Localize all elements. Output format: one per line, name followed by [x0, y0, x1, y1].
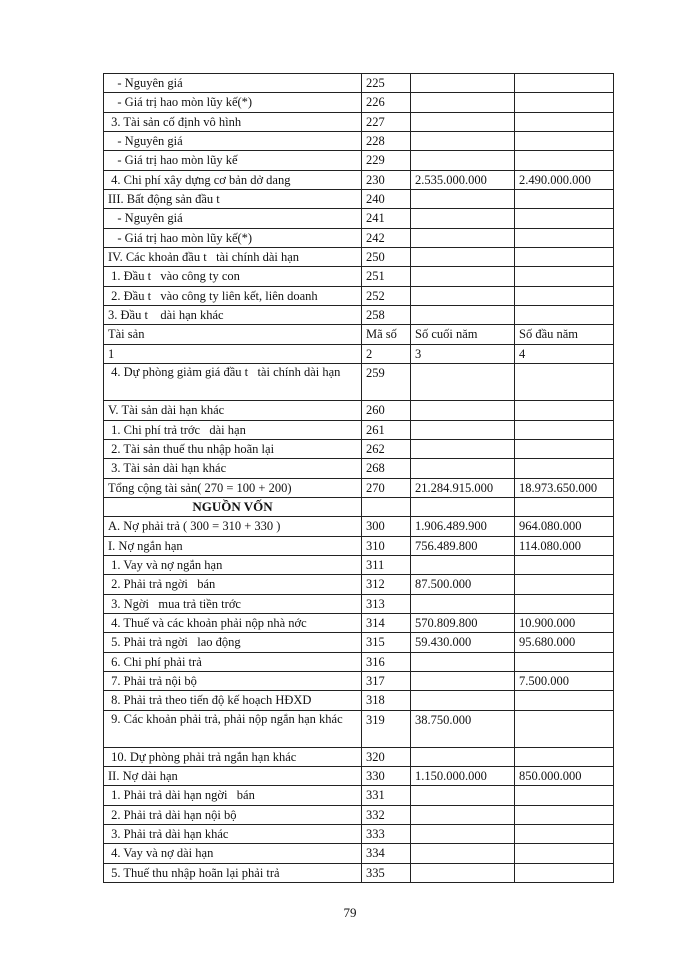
table-cell: II. Nợ dài hạn	[104, 767, 362, 786]
table-cell: 114.080.000	[515, 536, 614, 555]
table-cell: 21.284.915.000	[411, 478, 515, 497]
table-cell: 4	[515, 344, 614, 363]
table-cell: 1.906.489.900	[411, 517, 515, 536]
table-cell: 10. Dự phòng phải trả ngắn hạn khác	[104, 747, 362, 766]
table-row	[104, 767, 614, 786]
table-row	[104, 536, 614, 555]
table-cell	[515, 267, 614, 286]
table-cell: 250	[362, 248, 411, 267]
table-cell	[515, 863, 614, 882]
table-cell: 18.973.650.000	[515, 478, 614, 497]
table-cell: 87.500.000	[411, 575, 515, 594]
table-cell: 1. Đầu t vào công ty con	[104, 267, 362, 286]
table-cell	[515, 286, 614, 305]
page-number: 79	[343, 905, 357, 920]
table-cell: 4. Dự phòng giảm giá đầu t tài chính dài hạn	[104, 364, 362, 401]
table-row	[104, 747, 614, 766]
table-row	[104, 805, 614, 824]
table-cell	[515, 439, 614, 458]
table-cell: - Giá trị hao mòn lũy kế(*)	[104, 228, 362, 247]
table-cell: I. Nợ ngắn hạn	[104, 536, 362, 555]
table-cell: 312	[362, 575, 411, 594]
table-cell: 3. Đầu t dài hạn khác	[104, 306, 362, 325]
table-cell: Mã số	[362, 325, 411, 344]
table-cell: 315	[362, 633, 411, 652]
table-cell: 95.680.000	[515, 633, 614, 652]
table-row	[104, 228, 614, 247]
table-cell: 2.535.000.000	[411, 170, 515, 189]
table-cell	[515, 747, 614, 766]
table-cell: 38.750.000	[411, 710, 515, 747]
table-cell: 228	[362, 132, 411, 151]
table-cell: 258	[362, 306, 411, 325]
table-cell	[515, 420, 614, 439]
table-cell	[515, 151, 614, 170]
table-cell	[515, 497, 614, 516]
table-cell: 1	[104, 344, 362, 363]
table-cell: 314	[362, 613, 411, 632]
table-cell: 4. Thuế và các khoản phải nộp nhà nớc	[104, 613, 362, 632]
table-cell: 1. Chi phí trả trớc dài hạn	[104, 420, 362, 439]
table-cell	[411, 151, 515, 170]
table-cell	[411, 805, 515, 824]
table-cell	[411, 691, 515, 710]
table-cell	[411, 228, 515, 247]
table-row	[104, 633, 614, 652]
table-cell: 334	[362, 844, 411, 863]
table-cell	[515, 401, 614, 420]
table-cell: 333	[362, 825, 411, 844]
table-cell: 3	[411, 344, 515, 363]
table-cell: 1. Vay và nợ ngắn hạn	[104, 555, 362, 574]
table-cell	[411, 671, 515, 690]
table-row	[104, 517, 614, 536]
table-cell	[515, 112, 614, 131]
table-cell: 259	[362, 364, 411, 401]
table-cell: 330	[362, 767, 411, 786]
table-cell: 2. Phải trả ngời bán	[104, 575, 362, 594]
table-row	[104, 691, 614, 710]
table-cell	[515, 805, 614, 824]
table-cell	[515, 691, 614, 710]
table-cell: Tổng cộng tài sản( 270 = 100 + 200)	[104, 478, 362, 497]
table-row	[104, 190, 614, 209]
table-row	[104, 671, 614, 690]
table-cell: 7. Phải trả nội bộ	[104, 671, 362, 690]
table-cell: 1.150.000.000	[411, 767, 515, 786]
table-cell: 4. Chi phí xây dựng cơ bản dở dang	[104, 170, 362, 189]
table-cell: Số đầu năm	[515, 325, 614, 344]
table-cell	[411, 652, 515, 671]
table-cell: 227	[362, 112, 411, 131]
table-cell	[411, 825, 515, 844]
table-row	[104, 478, 614, 497]
table-cell: 335	[362, 863, 411, 882]
table-cell: 310	[362, 536, 411, 555]
table-cell: 319	[362, 710, 411, 747]
table-row	[104, 267, 614, 286]
table-cell	[411, 190, 515, 209]
table-cell: 964.080.000	[515, 517, 614, 536]
table-row	[104, 575, 614, 594]
table-cell	[515, 132, 614, 151]
table-cell	[515, 844, 614, 863]
table-body	[104, 74, 614, 883]
table-cell: 10.900.000	[515, 613, 614, 632]
table-cell: V. Tài sản dài hạn khác	[104, 401, 362, 420]
table-row	[104, 93, 614, 112]
table-cell: Số cuối năm	[411, 325, 515, 344]
table-cell	[411, 420, 515, 439]
table-row	[104, 652, 614, 671]
table-cell	[411, 286, 515, 305]
table-cell	[411, 401, 515, 420]
table-cell: 3. Tài sản dài hạn khác	[104, 459, 362, 478]
table-cell: 2. Đầu t vào công ty liên kết, liên doanh	[104, 286, 362, 305]
table-row	[104, 364, 614, 401]
table-row	[104, 401, 614, 420]
table-cell	[411, 267, 515, 286]
table-cell: 570.809.800	[411, 613, 515, 632]
table-cell	[411, 555, 515, 574]
table-cell: 756.489.800	[411, 536, 515, 555]
table-cell: 5. Phải trả ngời lao động	[104, 633, 362, 652]
table-cell: 252	[362, 286, 411, 305]
table-cell: 317	[362, 671, 411, 690]
table-cell	[515, 209, 614, 228]
table-cell	[515, 248, 614, 267]
table-cell: 1. Phải trả dài hạn ngời bán	[104, 786, 362, 805]
table-row	[104, 594, 614, 613]
table-row	[104, 325, 614, 344]
table-cell: 332	[362, 805, 411, 824]
table-cell: IV. Các khoản đầu t tài chính dài hạn	[104, 248, 362, 267]
table-row	[104, 786, 614, 805]
table-cell: 242	[362, 228, 411, 247]
table-cell	[515, 74, 614, 93]
table-cell: 316	[362, 652, 411, 671]
table-cell	[411, 786, 515, 805]
table-cell: 300	[362, 517, 411, 536]
table-row	[104, 555, 614, 574]
table-cell	[515, 710, 614, 747]
table-cell: 229	[362, 151, 411, 170]
table-cell: 241	[362, 209, 411, 228]
table-cell	[515, 93, 614, 112]
table-cell	[515, 228, 614, 247]
table-cell: 320	[362, 747, 411, 766]
table-cell	[515, 459, 614, 478]
table-cell: 850.000.000	[515, 767, 614, 786]
table-cell	[515, 190, 614, 209]
table-cell: 261	[362, 420, 411, 439]
table-cell	[515, 364, 614, 401]
table-row	[104, 286, 614, 305]
table-row	[104, 825, 614, 844]
table-cell: 3. Ngời mua trả tiền trớc	[104, 594, 362, 613]
table-cell: 59.430.000	[411, 633, 515, 652]
table-cell: 240	[362, 190, 411, 209]
table-row	[104, 844, 614, 863]
table-row	[104, 170, 614, 189]
table-row	[104, 112, 614, 131]
table-cell: Tài sản	[104, 325, 362, 344]
table-cell: 262	[362, 439, 411, 458]
table-cell: NGUỒN VỐN	[104, 497, 362, 516]
table-cell: 4. Vay và nợ dài hạn	[104, 844, 362, 863]
table-cell: 270	[362, 478, 411, 497]
table-cell: 8. Phải trả theo tiến độ kế hoạch HĐXD	[104, 691, 362, 710]
table-cell: 9. Các khoản phải trả, phải nộp ngắn hạn khác	[104, 710, 362, 747]
table-cell	[515, 825, 614, 844]
table-cell	[411, 497, 515, 516]
table-cell: III. Bất động sản đầu t	[104, 190, 362, 209]
table-cell	[515, 575, 614, 594]
table-cell: 230	[362, 170, 411, 189]
table-cell	[411, 306, 515, 325]
table-row	[104, 74, 614, 93]
table-cell: 226	[362, 93, 411, 112]
table-cell	[515, 555, 614, 574]
table-row	[104, 613, 614, 632]
table-cell	[411, 747, 515, 766]
table-cell	[515, 652, 614, 671]
table-row	[104, 344, 614, 363]
table-cell	[362, 497, 411, 516]
table-row	[104, 710, 614, 747]
table-row	[104, 132, 614, 151]
table-row	[104, 248, 614, 267]
table-cell: 3. Phải trả dài hạn khác	[104, 825, 362, 844]
table-cell	[411, 459, 515, 478]
table-cell: - Nguyên giá	[104, 209, 362, 228]
table-cell: 2. Phải trả dài hạn nội bộ	[104, 805, 362, 824]
table-cell: - Nguyên giá	[104, 74, 362, 93]
table-cell	[411, 248, 515, 267]
table-cell: - Giá trị hao mòn lũy kế(*)	[104, 93, 362, 112]
table-row	[104, 151, 614, 170]
table-cell: 225	[362, 74, 411, 93]
table-cell	[411, 112, 515, 131]
table-cell	[411, 93, 515, 112]
table-cell: 7.500.000	[515, 671, 614, 690]
table-cell: 311	[362, 555, 411, 574]
table-cell	[411, 364, 515, 401]
table-cell: - Giá trị hao mòn lũy kế	[104, 151, 362, 170]
table-cell	[411, 844, 515, 863]
table-cell: 313	[362, 594, 411, 613]
table-row	[104, 459, 614, 478]
table-cell: - Nguyên giá	[104, 132, 362, 151]
table-cell	[411, 594, 515, 613]
table-row	[104, 209, 614, 228]
table-cell: 3. Tài sản cố định vô hình	[104, 112, 362, 131]
balance-sheet-table	[103, 73, 614, 883]
table-cell	[515, 306, 614, 325]
table-cell: 318	[362, 691, 411, 710]
table-cell	[515, 786, 614, 805]
table-cell	[411, 439, 515, 458]
table-cell: 6. Chi phí phải trả	[104, 652, 362, 671]
table-row	[104, 497, 614, 516]
table-cell: 2.490.000.000	[515, 170, 614, 189]
table-cell	[515, 594, 614, 613]
table-cell: 251	[362, 267, 411, 286]
table-cell	[411, 74, 515, 93]
table-row	[104, 420, 614, 439]
table-cell: 2. Tài sản thuế thu nhập hoãn lại	[104, 439, 362, 458]
table-cell: A. Nợ phải trả ( 300 = 310 + 330 )	[104, 517, 362, 536]
table-cell	[411, 132, 515, 151]
table-cell: 260	[362, 401, 411, 420]
table-row	[104, 439, 614, 458]
table-cell: 5. Thuế thu nhập hoãn lại phải trả	[104, 863, 362, 882]
table-cell: 268	[362, 459, 411, 478]
table-cell: 2	[362, 344, 411, 363]
table-row	[104, 306, 614, 325]
table-cell: 331	[362, 786, 411, 805]
table-row	[104, 863, 614, 882]
table-cell	[411, 863, 515, 882]
table-cell	[411, 209, 515, 228]
